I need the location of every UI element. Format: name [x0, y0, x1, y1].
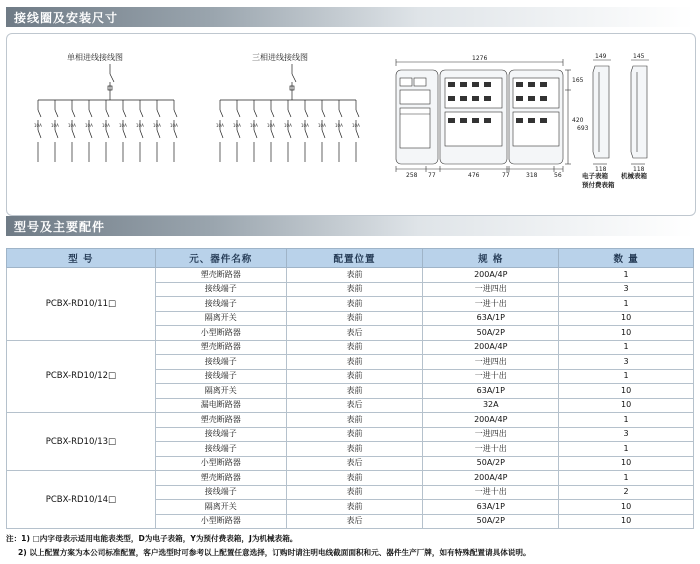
breaker-label: 10A — [301, 123, 309, 128]
table-row — [7, 471, 694, 486]
dim-depth2: 145 — [633, 53, 645, 60]
branch-switch — [157, 110, 160, 117]
branch-switch — [271, 110, 274, 117]
dim-end-width: 56 — [554, 172, 562, 179]
breaker-label: 10A — [136, 123, 144, 128]
dim-depth1-bottom: 118 — [595, 166, 607, 173]
spec-cell: 一进十出 — [423, 297, 559, 312]
dim-height-top: 165 — [572, 77, 584, 84]
qty-cell: 10 — [559, 311, 694, 326]
qty-cell: 10 — [559, 456, 694, 471]
branch-breaker — [140, 130, 143, 138]
branch-switch — [72, 110, 75, 117]
branch-breaker — [174, 130, 177, 138]
position-cell: 表后 — [286, 326, 423, 341]
qty-cell: 1 — [559, 297, 694, 312]
position-cell: 表前 — [286, 384, 423, 399]
three-phase-wiring-diagram — [212, 62, 372, 172]
breaker-label: 10A — [34, 123, 42, 128]
header-spec: 规 格 — [423, 249, 559, 268]
cabinet-front-view — [388, 55, 589, 186]
position-cell: 表前 — [286, 311, 423, 326]
dim-top-width: 1276 — [472, 55, 488, 62]
breaker-label: 10A — [284, 123, 292, 128]
branch-switch — [322, 110, 325, 117]
spec-cell: 一进四出 — [423, 427, 559, 442]
notes — [6, 532, 531, 560]
dim-depth2-bottom: 118 — [633, 166, 645, 173]
component-cell: 接线端子 — [155, 442, 286, 457]
spec-cell: 一进四出 — [423, 355, 559, 370]
breaker-label: 10A — [170, 123, 178, 128]
qty-cell: 3 — [559, 427, 694, 442]
breaker-label: 10A — [153, 123, 161, 128]
qty-cell: 10 — [559, 514, 694, 529]
header-model: 型 号 — [7, 249, 156, 268]
spec-cell: 200A/4P — [423, 471, 559, 486]
breaker-label: 10A — [216, 123, 224, 128]
qty-cell: 10 — [559, 398, 694, 413]
branch-breaker — [237, 130, 240, 138]
position-cell: 表前 — [286, 369, 423, 384]
spec-cell: 一进十出 — [423, 369, 559, 384]
breaker-label: 10A — [85, 123, 93, 128]
breaker-label: 10A — [233, 123, 241, 128]
position-cell: 表前 — [286, 413, 423, 428]
component-cell: 漏电断路器 — [155, 398, 286, 413]
branch-switch — [140, 110, 143, 117]
branch-switch — [220, 110, 223, 117]
qty-cell: 3 — [559, 355, 694, 370]
spec-cell: 一进十出 — [423, 442, 559, 457]
branch-breaker — [55, 130, 58, 138]
dim-left-width: 258 — [406, 172, 418, 179]
breaker-label: 10A — [119, 123, 127, 128]
spec-cell: 50A/2P — [423, 326, 559, 341]
branch-switch — [339, 110, 342, 117]
branch-breaker — [322, 130, 325, 138]
spec-cell: 63A/1P — [423, 384, 559, 399]
spec-cell: 63A/1P — [423, 500, 559, 515]
position-cell: 表后 — [286, 514, 423, 529]
side-view-mechanical — [623, 52, 663, 172]
component-cell: 接线端子 — [155, 282, 286, 297]
branch-switch — [55, 110, 58, 117]
branch-switch — [237, 110, 240, 117]
section-title: 型号及主要配件 — [14, 219, 106, 234]
position-cell: 表后 — [286, 456, 423, 471]
branch-breaker — [123, 130, 126, 138]
side1-caption-line1: 电子表箱 — [582, 172, 608, 180]
position-cell: 表前 — [286, 471, 423, 486]
table-row — [7, 268, 694, 283]
three-phase-title: 三相进线接线图 — [252, 53, 308, 62]
component-cell: 接线端子 — [155, 355, 286, 370]
position-cell: 表前 — [286, 427, 423, 442]
side2-caption-line1: 机械表箱 — [621, 172, 647, 180]
component-cell: 接线端子 — [155, 297, 286, 312]
spec-cell: 一进四出 — [423, 282, 559, 297]
model-cell: PCBX-RD10/12□ — [7, 340, 156, 413]
qty-cell: 1 — [559, 369, 694, 384]
dim-height-mid: 420 — [572, 117, 584, 124]
spec-cell: 200A/4P — [423, 340, 559, 355]
component-cell: 隔离开关 — [155, 384, 286, 399]
spec-cell: 200A/4P — [423, 268, 559, 283]
branch-switch — [89, 110, 92, 117]
branch-switch — [106, 110, 109, 117]
note-1: 注：1) □内字母表示适用电能表类型，D为电子表箱，Y为预付费表箱，J为机械表箱。 — [6, 534, 298, 543]
branch-breaker — [157, 130, 160, 138]
side1-caption-line2: 预付费表箱 — [582, 181, 615, 189]
branch-breaker — [220, 130, 223, 138]
section-header-models — [6, 216, 105, 236]
model-cell: PCBX-RD10/11□ — [7, 268, 156, 341]
spec-cell: 一进十出 — [423, 485, 559, 500]
branch-breaker — [305, 130, 308, 138]
branch-breaker — [38, 130, 41, 138]
side2-caption — [621, 172, 647, 181]
dim-gap1: 77 — [428, 172, 436, 179]
component-cell: 小型断路器 — [155, 456, 286, 471]
component-cell: 隔离开关 — [155, 500, 286, 515]
note-2: 2) 以上配置方案为本公司标准配置，客户选型时可参考以上配置任意选择，订购时请注明电线截面面积和元、器件生产厂牌，如有特殊配置请具体说明。 — [18, 548, 531, 557]
side1-caption — [582, 172, 615, 190]
qty-cell: 1 — [559, 268, 694, 283]
branch-switch — [254, 110, 257, 117]
branch-switch — [288, 110, 291, 117]
header-component: 元、器件名称 — [155, 249, 286, 268]
dim-depth1: 149 — [595, 53, 607, 60]
branch-breaker — [288, 130, 291, 138]
position-cell: 表前 — [286, 485, 423, 500]
breaker-label: 10A — [68, 123, 76, 128]
table-header-row — [7, 249, 694, 268]
branch-breaker — [356, 130, 359, 138]
spec-cell: 32A — [423, 398, 559, 413]
breaker-label: 10A — [318, 123, 326, 128]
header-qty: 数 量 — [559, 249, 694, 268]
branch-switch — [305, 110, 308, 117]
table-row — [7, 413, 694, 428]
main-switch-blade — [292, 74, 296, 82]
dim-height-total: 693 — [577, 125, 589, 132]
section-header-installation — [6, 7, 118, 27]
section-header-bar — [6, 216, 694, 236]
qty-cell: 1 — [559, 442, 694, 457]
breaker-label: 10A — [267, 123, 275, 128]
qty-cell: 10 — [559, 500, 694, 515]
qty-cell: 10 — [559, 384, 694, 399]
component-cell: 接线端子 — [155, 369, 286, 384]
spec-cell: 50A/2P — [423, 514, 559, 529]
single-phase-wiring-diagram — [30, 62, 190, 172]
dim-right-width: 318 — [526, 172, 538, 179]
branch-breaker — [271, 130, 274, 138]
qty-cell: 1 — [559, 340, 694, 355]
branch-switch — [123, 110, 126, 117]
breaker-label: 10A — [102, 123, 110, 128]
model-cell: PCBX-RD10/13□ — [7, 413, 156, 471]
component-cell: 小型断路器 — [155, 326, 286, 341]
dim-gap2: 77 — [502, 172, 510, 179]
breaker-label: 10A — [352, 123, 360, 128]
position-cell: 表前 — [286, 268, 423, 283]
breaker-label: 10A — [335, 123, 343, 128]
main-switch-blade — [110, 74, 114, 82]
position-cell: 表前 — [286, 340, 423, 355]
side-view-electronic — [585, 52, 625, 172]
qty-cell: 1 — [559, 471, 694, 486]
position-cell: 表前 — [286, 500, 423, 515]
component-cell: 接线端子 — [155, 427, 286, 442]
position-cell: 表前 — [286, 282, 423, 297]
single-phase-title: 单相进线接线图 — [67, 53, 123, 62]
component-cell: 塑壳断路器 — [155, 340, 286, 355]
header-position: 配置位置 — [286, 249, 423, 268]
qty-cell: 3 — [559, 282, 694, 297]
component-cell: 小型断路器 — [155, 514, 286, 529]
qty-cell: 10 — [559, 326, 694, 341]
table-row — [7, 340, 694, 355]
branch-breaker — [89, 130, 92, 138]
branch-switch — [356, 110, 359, 117]
breaker-label: 10A — [250, 123, 258, 128]
spec-cell: 200A/4P — [423, 413, 559, 428]
spec-cell: 63A/1P — [423, 311, 559, 326]
model-cell: PCBX-RD10/14□ — [7, 471, 156, 529]
spec-cell: 50A/2P — [423, 456, 559, 471]
branch-breaker — [254, 130, 257, 138]
qty-cell: 2 — [559, 485, 694, 500]
breaker-label: 10A — [51, 123, 59, 128]
component-cell: 隔离开关 — [155, 311, 286, 326]
branch-breaker — [72, 130, 75, 138]
component-cell: 塑壳断路器 — [155, 268, 286, 283]
branch-switch — [38, 110, 41, 117]
component-cell: 接线端子 — [155, 485, 286, 500]
position-cell: 表前 — [286, 297, 423, 312]
position-cell: 表后 — [286, 398, 423, 413]
branch-breaker — [339, 130, 342, 138]
position-cell: 表前 — [286, 442, 423, 457]
component-cell: 塑壳断路器 — [155, 471, 286, 486]
branch-breaker — [106, 130, 109, 138]
position-cell: 表前 — [286, 355, 423, 370]
qty-cell: 1 — [559, 413, 694, 428]
dim-mid-width: 476 — [468, 172, 480, 179]
spec-table — [6, 248, 694, 529]
section-title: 接线圈及安装尺寸 — [14, 10, 119, 25]
component-cell: 塑壳断路器 — [155, 413, 286, 428]
branch-switch — [174, 110, 177, 117]
